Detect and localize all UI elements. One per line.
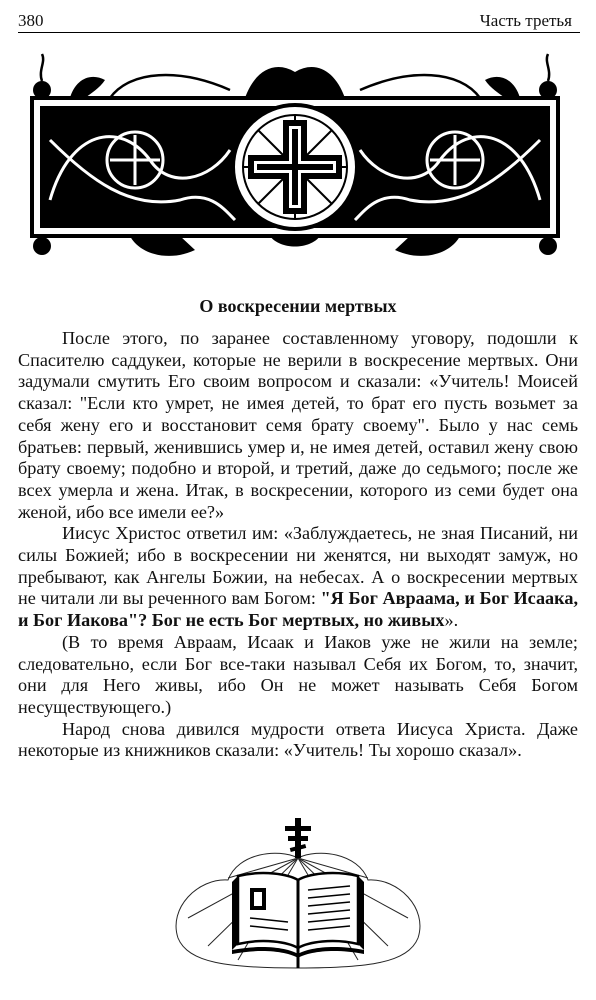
paragraph-2-end: ». (444, 610, 459, 631)
paragraph-2-start: Иисус Христос ответил им: «Заблуждаетесь, не зная Писаний, ни силы Божией; ибо в воскресении ни женятся, ни выходят замуж, но пребывают, как Ангелы Божии, на небесах. А о воскресении мертвых не читали ли вы реченного вам Богом: (18, 523, 578, 609)
ornamental-cross-headpiece-icon (30, 50, 560, 270)
bold-quote: "Я Бог Авраама, и Бог Исаака, и Бог Иакова"? Бог не есть Бог мертвых, но живых (18, 588, 578, 631)
page-number: 380 (18, 11, 44, 30)
article-body (18, 328, 578, 762)
open-bible-with-cross-icon (168, 818, 428, 978)
paragraph-4: Народ снова дивился мудрости ответа Иисуса Христа. Даже некоторые из книжников сказали: «Учитель! Ты хорошо сказал». (18, 718, 578, 761)
page-header (18, 8, 580, 33)
paragraph-2 (18, 523, 578, 632)
paragraph-1: После этого, по заранее составленному уговору, подошли к Спасителю саддукеи, которые не верили в воскресение мертвых. Они задумали смутить Его своим вопросом и сказали: «Учитель! Моисей сказал: "Если кто умрет, не имея детей, то брат его пусть возьмет за себя жену его и восстановит семя брату своему". Было у нас семь братьев: первый, женившись умер и, не имея детей, оставил жену свою брату своему; подобно и второй, и третий, даже до седьмого; после же всех умерла и жена. Итак, в воскресении, которого из семи будет она женой, ибо все имели ее?» (18, 328, 578, 522)
paragraph-3: (В то время Авраам, Исаак и Иаков уже не жили на земле; следовательно, если Бог все-таки называл Себя их Богом, то, значит, они для Него живы, ибо Он не может называть Себя Богом несуществующего.) (18, 631, 578, 717)
article-title: О воскресении мертвых (199, 296, 397, 316)
running-title: Часть третья (479, 11, 572, 30)
